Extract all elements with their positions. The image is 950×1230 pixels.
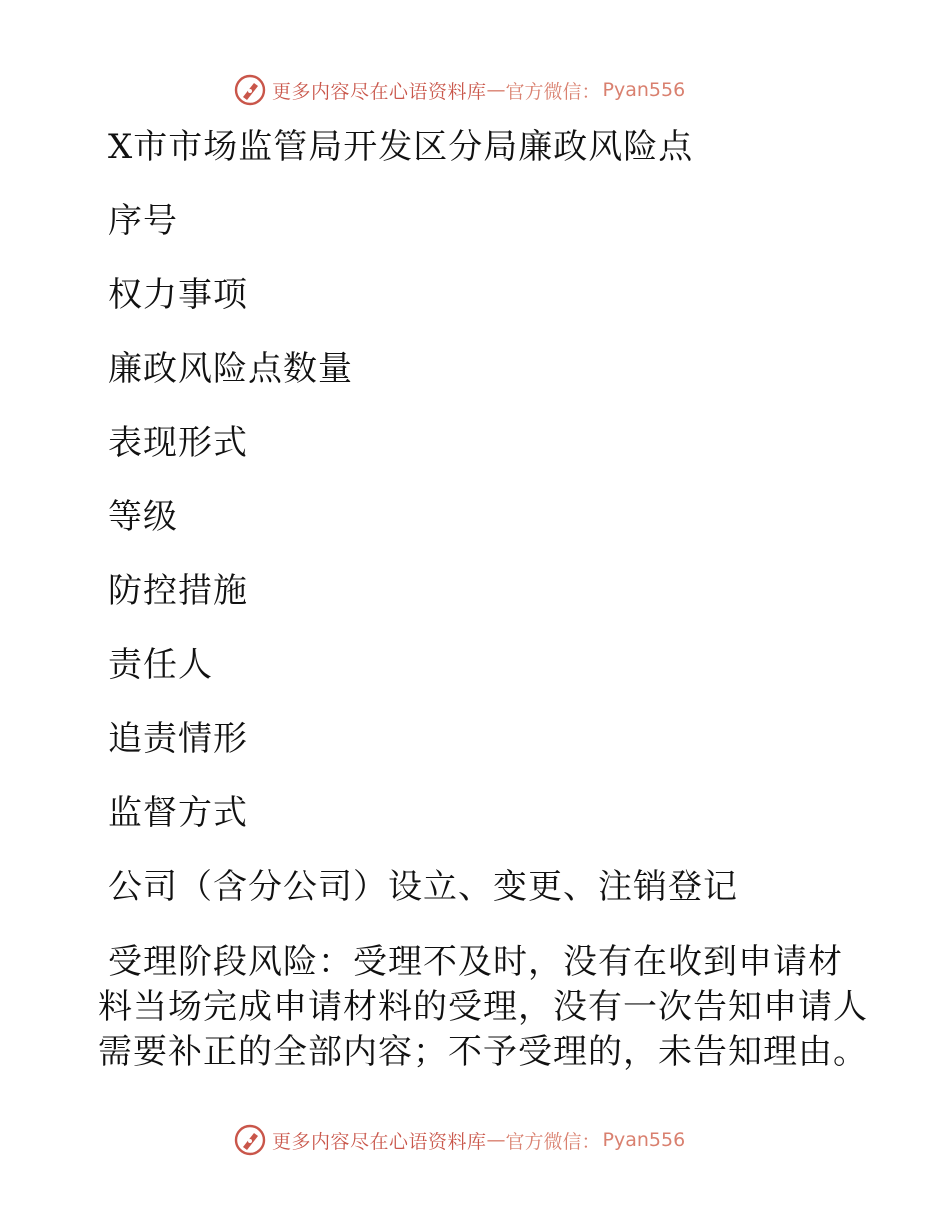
header-item: 防控措施: [108, 571, 248, 611]
header-item: 追责情形: [108, 719, 248, 759]
watermark-separator: —: [486, 1129, 506, 1151]
watermark-wechat-id: Pyan556: [602, 79, 686, 101]
watermark-brand: 更多内容尽在心语资料库: [272, 1130, 487, 1153]
watermark-wechat-label: 官方微信：: [505, 80, 601, 103]
header-item: 表现形式: [108, 423, 248, 463]
description-line: 需要补正的全部内容；不予受理的，未告知理由。: [98, 1032, 868, 1072]
watermark-banner-top: [234, 72, 685, 108]
watermark-wechat-id: Pyan556: [602, 1129, 686, 1151]
description-line: 料当场完成申请材料的受理，没有一次告知申请人: [98, 987, 868, 1027]
risk-description: [98, 940, 868, 1075]
watermark-separator: —: [486, 79, 506, 101]
description-line: 受理阶段风险：受理不及时，没有在收到申请材: [108, 942, 843, 982]
header-item: 序号: [108, 201, 178, 241]
watermark-banner-bottom: [234, 1122, 685, 1158]
power-item: 公司（含分公司）设立、变更、注销登记: [108, 867, 738, 907]
pen-logo-icon: [234, 74, 266, 106]
pen-logo-icon: [234, 1124, 266, 1156]
header-item: 责任人: [108, 645, 213, 685]
header-item: 权力事项: [108, 275, 248, 315]
watermark-brand: 更多内容尽在心语资料库: [272, 80, 487, 103]
header-item: 监督方式: [108, 793, 248, 833]
watermark-wechat-label: 官方微信：: [505, 1130, 601, 1153]
header-item: 等级: [108, 497, 178, 537]
header-item: 廉政风险点数量: [108, 349, 353, 389]
document-title: X市市场监管局开发区分局廉政风险点: [108, 127, 694, 167]
